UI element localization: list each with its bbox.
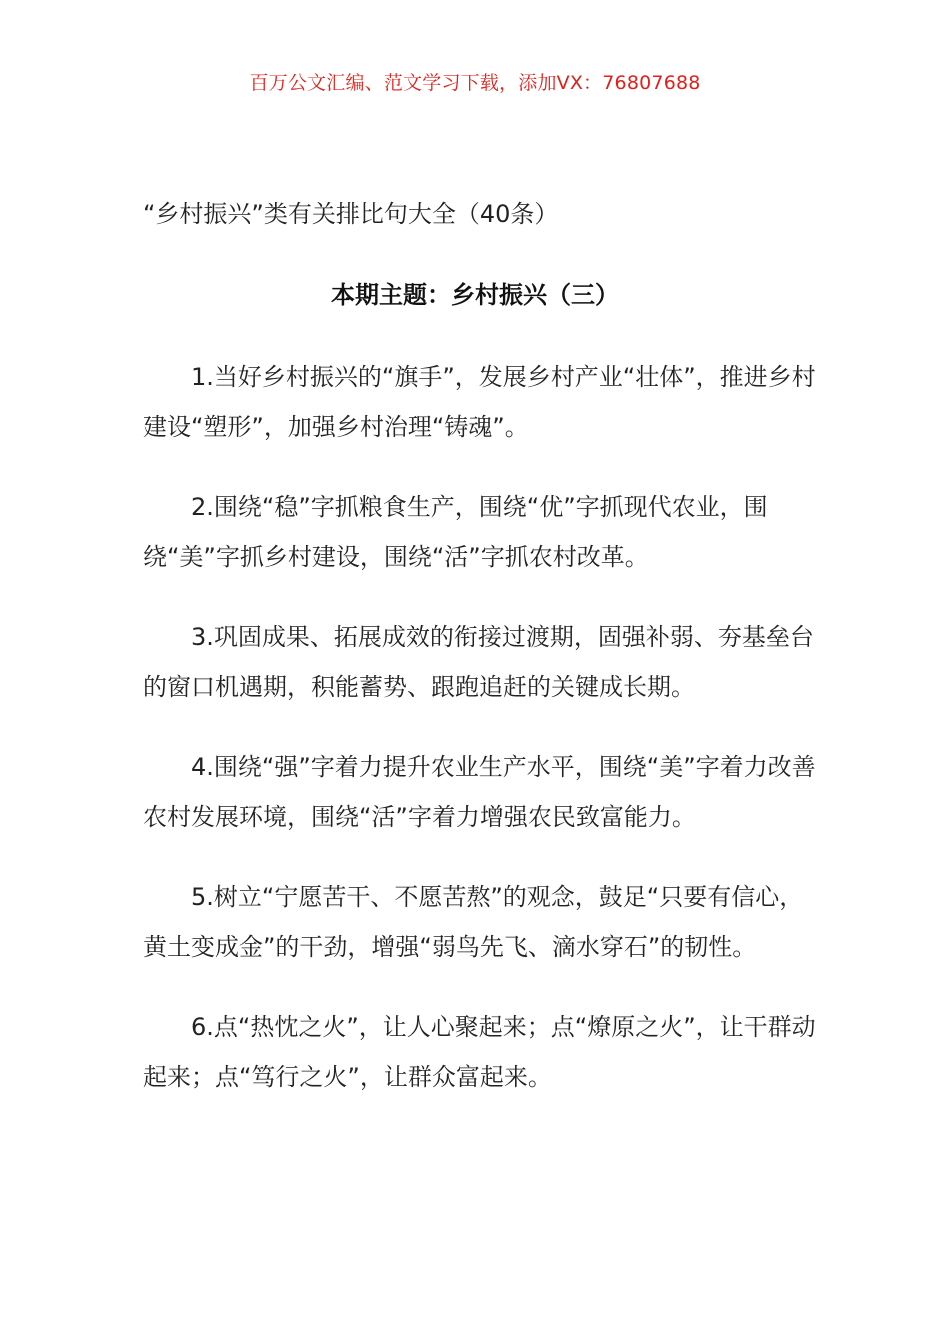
document-title: “乡村振兴”类有关排比句大全（40条） [143, 200, 559, 228]
paragraph-6: 6.点“热忱之火”，让人心聚起来；点“燎原之火”，让干群动起来；点“笃行之火”，让群众富起来。 [143, 1013, 816, 1091]
document-subtitle: 本期主题：乡村振兴（三） [331, 281, 619, 309]
paragraph-2: 2.围绕“稳”字抓粮食生产，围绕“优”字抓现代农业，围绕“美”字抓乡村建设，围绕“活”字抓农村改革。 [143, 493, 768, 571]
paragraph-1: 1.当好乡村振兴的“旗手”，发展乡村产业“壮体”，推进乡村建设“塑形”，加强乡村治理“铸魂”。 [143, 363, 816, 441]
header-watermark-note: 百万公文汇编、范文学习下载，添加VX：76807688 [249, 72, 701, 94]
paragraph-4: 4.围绕“强”字着力提升农业生产水平，围绕“美”字着力改善农村发展环境，围绕“活”字着力增强农民致富能力。 [143, 753, 816, 831]
paragraph-5: 5.树立“宁愿苦干、不愿苦熬”的观念，鼓足“只要有信心，黄土变成金”的干劲，增强“弱鸟先飞、滴水穿石”的韧性。 [143, 883, 804, 961]
document-body [143, 352, 823, 1132]
paragraph-3: 3.巩固成果、拓展成效的衔接过渡期，固强补弱、夯基垒台的窗口机遇期，积能蓄势、跟跑追赶的关键成长期。 [143, 623, 814, 701]
